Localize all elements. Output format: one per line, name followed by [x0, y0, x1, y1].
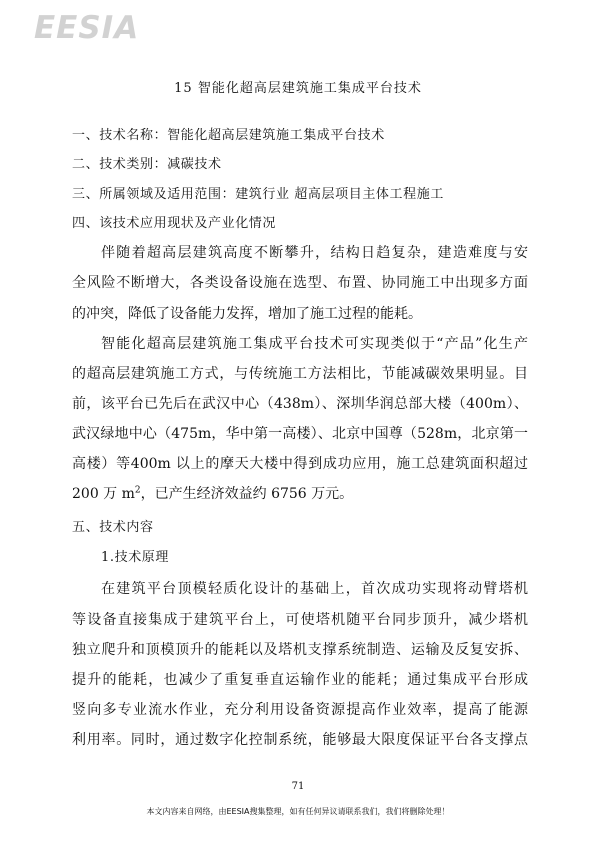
paragraph-line: 等设备直接集成于建筑平台上，可使塔机随平台同步顶升，减少塔机	[72, 612, 528, 628]
section-application-field: 三、所属领域及适用范围：建筑行业 超高层项目主体工程施工	[72, 187, 444, 202]
paragraph-line: 武汉绿地中心（475m，华中第一高楼）、北京中国尊（528m，北京第一	[72, 426, 528, 442]
area-value: 200 万 m	[72, 486, 135, 502]
paragraph-line: 独立爬升和顶模顶升的能耗以及塔机支撑系统制造、运输及反复安拆、	[72, 642, 528, 658]
paragraph-line: 智能化超高层建筑施工集成平台技术可实现类似于“产品”化生产	[101, 336, 528, 352]
paragraph-line: 利用率。同时，通过数字化控制系统，能够最大限度保证平台各支撑点	[72, 732, 528, 748]
paragraph-line	[72, 483, 528, 503]
section-technology-category: 二、技术类别：减碳技术	[72, 157, 222, 172]
section-application-status: 四、该技术应用现状及产业化情况	[72, 216, 277, 231]
page-title: 15 智能化超高层建筑施工集成平台技术	[174, 81, 422, 96]
paragraph-line: 在建筑平台顶模轻质化设计的基础上，首次成功实现将动臂塔机	[101, 581, 528, 597]
paragraph-line: 前，该平台已先后在武汉中心（438m）、深圳华润总部大楼（400m）、	[72, 396, 528, 412]
superscript-2: 2	[134, 485, 141, 496]
paragraph-line: 的超高层建筑施工方式，与传统施工方法相比，节能减碳效果明显。目	[72, 366, 528, 382]
eesia-logo: EESIA	[34, 10, 140, 46]
subsection-technology-principle: 1.技术原理	[101, 550, 170, 565]
paragraph-line: 的冲突，降低了设备能力发挥，增加了施工过程的能耗。	[72, 306, 422, 322]
paragraph-line: 伴随着超高层建筑高度不断攀升，结构日趋复杂，建造难度与安	[101, 245, 528, 261]
paragraph-line: 高楼）等400m 以上的摩天大楼中得到成功应用，施工总建筑面积超过	[72, 456, 528, 472]
footer-disclaimer: 本文内容来自网络，由EESIA搜集整理，如有任何异议请联系我们，我们将删除处理！	[146, 807, 450, 816]
section-technology-content: 五、技术内容	[72, 520, 154, 535]
paragraph-line: 竖向多专业流水作业，充分利用设备资源提高作业效率，提高了能源	[72, 702, 528, 718]
economic-benefit-text: ，已产生经济效益约 6756 万元。	[140, 486, 354, 502]
paragraph-line: 全风险不断增大，各类设备设施在选型、布置、协同施工中出现多方面	[72, 275, 528, 291]
paragraph-line: 提升的能耗，也减少了重复垂直运输作业的能耗；通过集成平台形成	[72, 672, 528, 688]
section-technology-name: 一、技术名称：智能化超高层建筑施工集成平台技术	[72, 128, 385, 143]
page-number: 71	[291, 781, 305, 792]
